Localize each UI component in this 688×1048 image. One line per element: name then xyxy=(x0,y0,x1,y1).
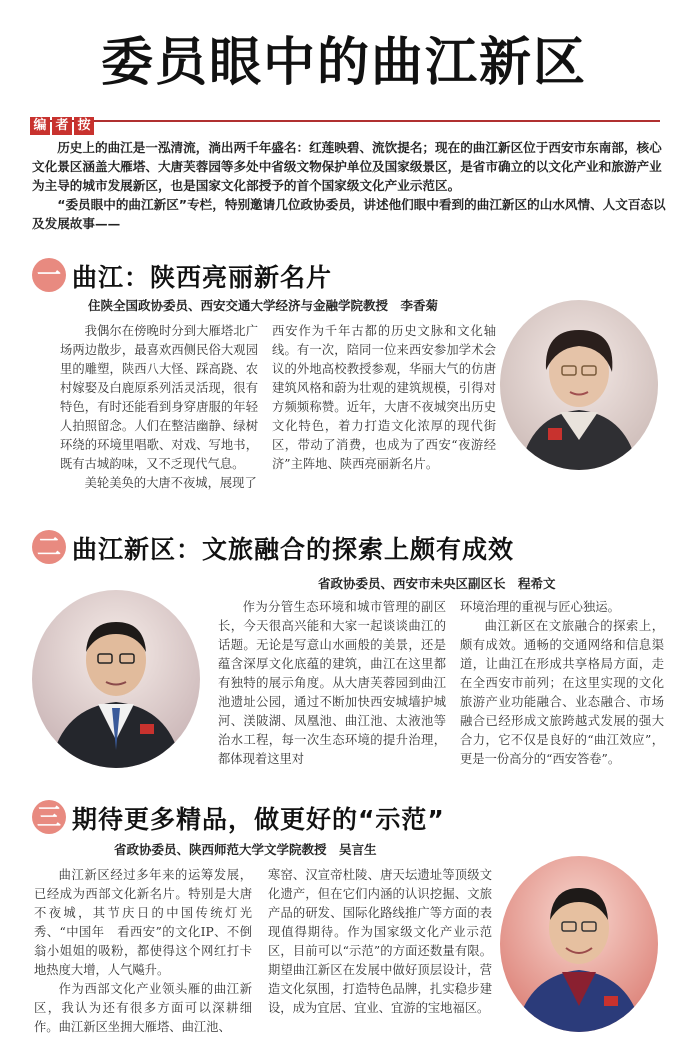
section-author: 住陕全国政协委员、西安交通大学经济与金融学院教授 李香菊 xyxy=(88,298,439,313)
editor-note-divider xyxy=(30,120,660,122)
section-body-column xyxy=(460,598,664,769)
page-title: 委员眼中的曲江新区 xyxy=(100,32,587,93)
body-paragraph: 曲江新区在文旅融合的探索上，颇有成效。通畅的交通网络和信息渠道，让曲江在形成共享格局方面，走在全西安市前列；在这里实现的文化旅游产业功能融合、业态融合、市场融合已经形成文旅跨越式发展的强大合力，它不仅是良好的“曲江效应”，更是一份高分的“西安答卷”。 xyxy=(460,619,664,766)
editor-note-label-char: 按 xyxy=(74,117,94,135)
editor-note-label-char: 者 xyxy=(52,117,72,135)
section-author: 省政协委员、西安市未央区副区长 程希文 xyxy=(318,576,556,591)
section-body-column xyxy=(268,866,492,1018)
body-paragraph: 作为西部文化产业领头雁的曲江新区，我认为还有很多方面可以深耕细作。曲江新区坐拥大雁塔、曲江池、 xyxy=(34,982,252,1034)
section-title: 期待更多精品，做更好的“示范” xyxy=(72,805,445,834)
section-title: 曲江新区：文旅融合的探索上颇有成效 xyxy=(72,535,515,564)
section-number-badge: 二 xyxy=(32,530,66,564)
author-portrait-photo xyxy=(32,590,200,768)
body-paragraph: 西安作为千年古都的历史文脉和文化轴线。有一次，陪同一位来西安参加学术会议的外地高校教授参观，华丽大气的仿唐建筑风格和蔚为壮观的建筑规模，引得对方频频称赞。近年，大唐不夜城突出历史文化特色，着力打造文化浓厚的现代街区，带动了消费，也成为了西安“夜游经济”主阵地、陕西亮丽新名片。 xyxy=(272,324,496,471)
body-paragraph: 我偶尔在傍晚时分到大雁塔北广场两边散步，最喜欢西侧民俗大观园里的雕塑，陕西八大怪、踩高跷、农村嫁娶及白鹿原系列活灵活现，很有特色，有时还能看到身穿唐服的年轻人拍照留念。人们在整洁幽静、绿树环绕的环境里唱歌、对戏、写地书，既有古城韵味，又不乏现代气息。 xyxy=(60,324,258,471)
section-body-column xyxy=(34,866,252,1037)
section-number-badge: 三 xyxy=(32,800,66,834)
section-title: 曲江：陕西亮丽新名片 xyxy=(72,263,333,292)
section-body-column xyxy=(272,322,496,474)
body-paragraph: 美轮美奂的大唐不夜城，展现了 xyxy=(84,476,257,490)
body-paragraph: 环境治理的重视与匠心独运。 xyxy=(460,600,620,614)
section-number-badge: 一 xyxy=(32,258,66,292)
body-paragraph: 寒窑、汉宣帝杜陵、唐天坛遗址等顶级文化遗产，但在它们内涵的认识挖掘、文旅产品的研发、国际化路线推广等方面的表现值得期待。作为国家级文化产业示范区，目前可以“示范”的方面还数量有限。期望曲江新区在发展中做好顶层设计，营造文化氛围，打造特色品牌，扎实稳步建设，成为宜居、宜业、宜游的宝地福区。 xyxy=(268,868,492,1015)
editor-note-paragraph: “委员眼中的曲江新区”专栏，特别邀请几位政协委员，讲述他们眼中看到的曲江新区的山水风情、人文百态以及发展故事—— xyxy=(32,197,666,231)
section-body-column xyxy=(218,598,446,769)
editor-note-text xyxy=(32,138,666,233)
body-paragraph: 作为分管生态环境和城市管理的副区长，今天很高兴能和大家一起谈谈曲江的话题。无论是写意山水画般的美景，还是蕴含深厚文化底蕴的建筑，曲江在这里都有独特的展示角度。从大唐芙蓉园到曲江池遗址公园，通过不断加快西安城墙护城河、渼陂湖、凤凰池、曲江池、太液池等治水工程，每一次生态环境的提升治理，都体现着这里对 xyxy=(218,600,446,766)
author-portrait-photo xyxy=(500,300,658,470)
editor-note-label-char: 编 xyxy=(30,117,50,135)
section-author: 省政协委员、陕西师范大学文学院教授 吴言生 xyxy=(114,842,377,857)
author-portrait-photo xyxy=(500,856,658,1032)
body-paragraph: 曲江新区经过多年来的运筹发展，已经成为西部文化新名片。特别是大唐不夜城，其节庆日的中国传统灯光秀、“中国年 看西安”的文化IP、不倒翁小姐姐的吸粉，都使得这个网红打卡地热度大增，人气飚升。 xyxy=(34,868,252,977)
editor-note-paragraph: 历史上的曲江是一泓清流，淌出两千年盛名：红莲映碧、流饮提名；现在的曲江新区位于西安市东南部，核心文化景区涵盖大雁塔、大唐芙蓉园等多处中省级文物保护单位及国家级景区，是省市确立的以文化产业和旅游产业为主导的城市发展新区，也是国家文化部授予的首个国家级文化产业示范区。 xyxy=(32,140,662,193)
section-body-column xyxy=(60,322,258,493)
editor-note-label xyxy=(30,117,94,135)
